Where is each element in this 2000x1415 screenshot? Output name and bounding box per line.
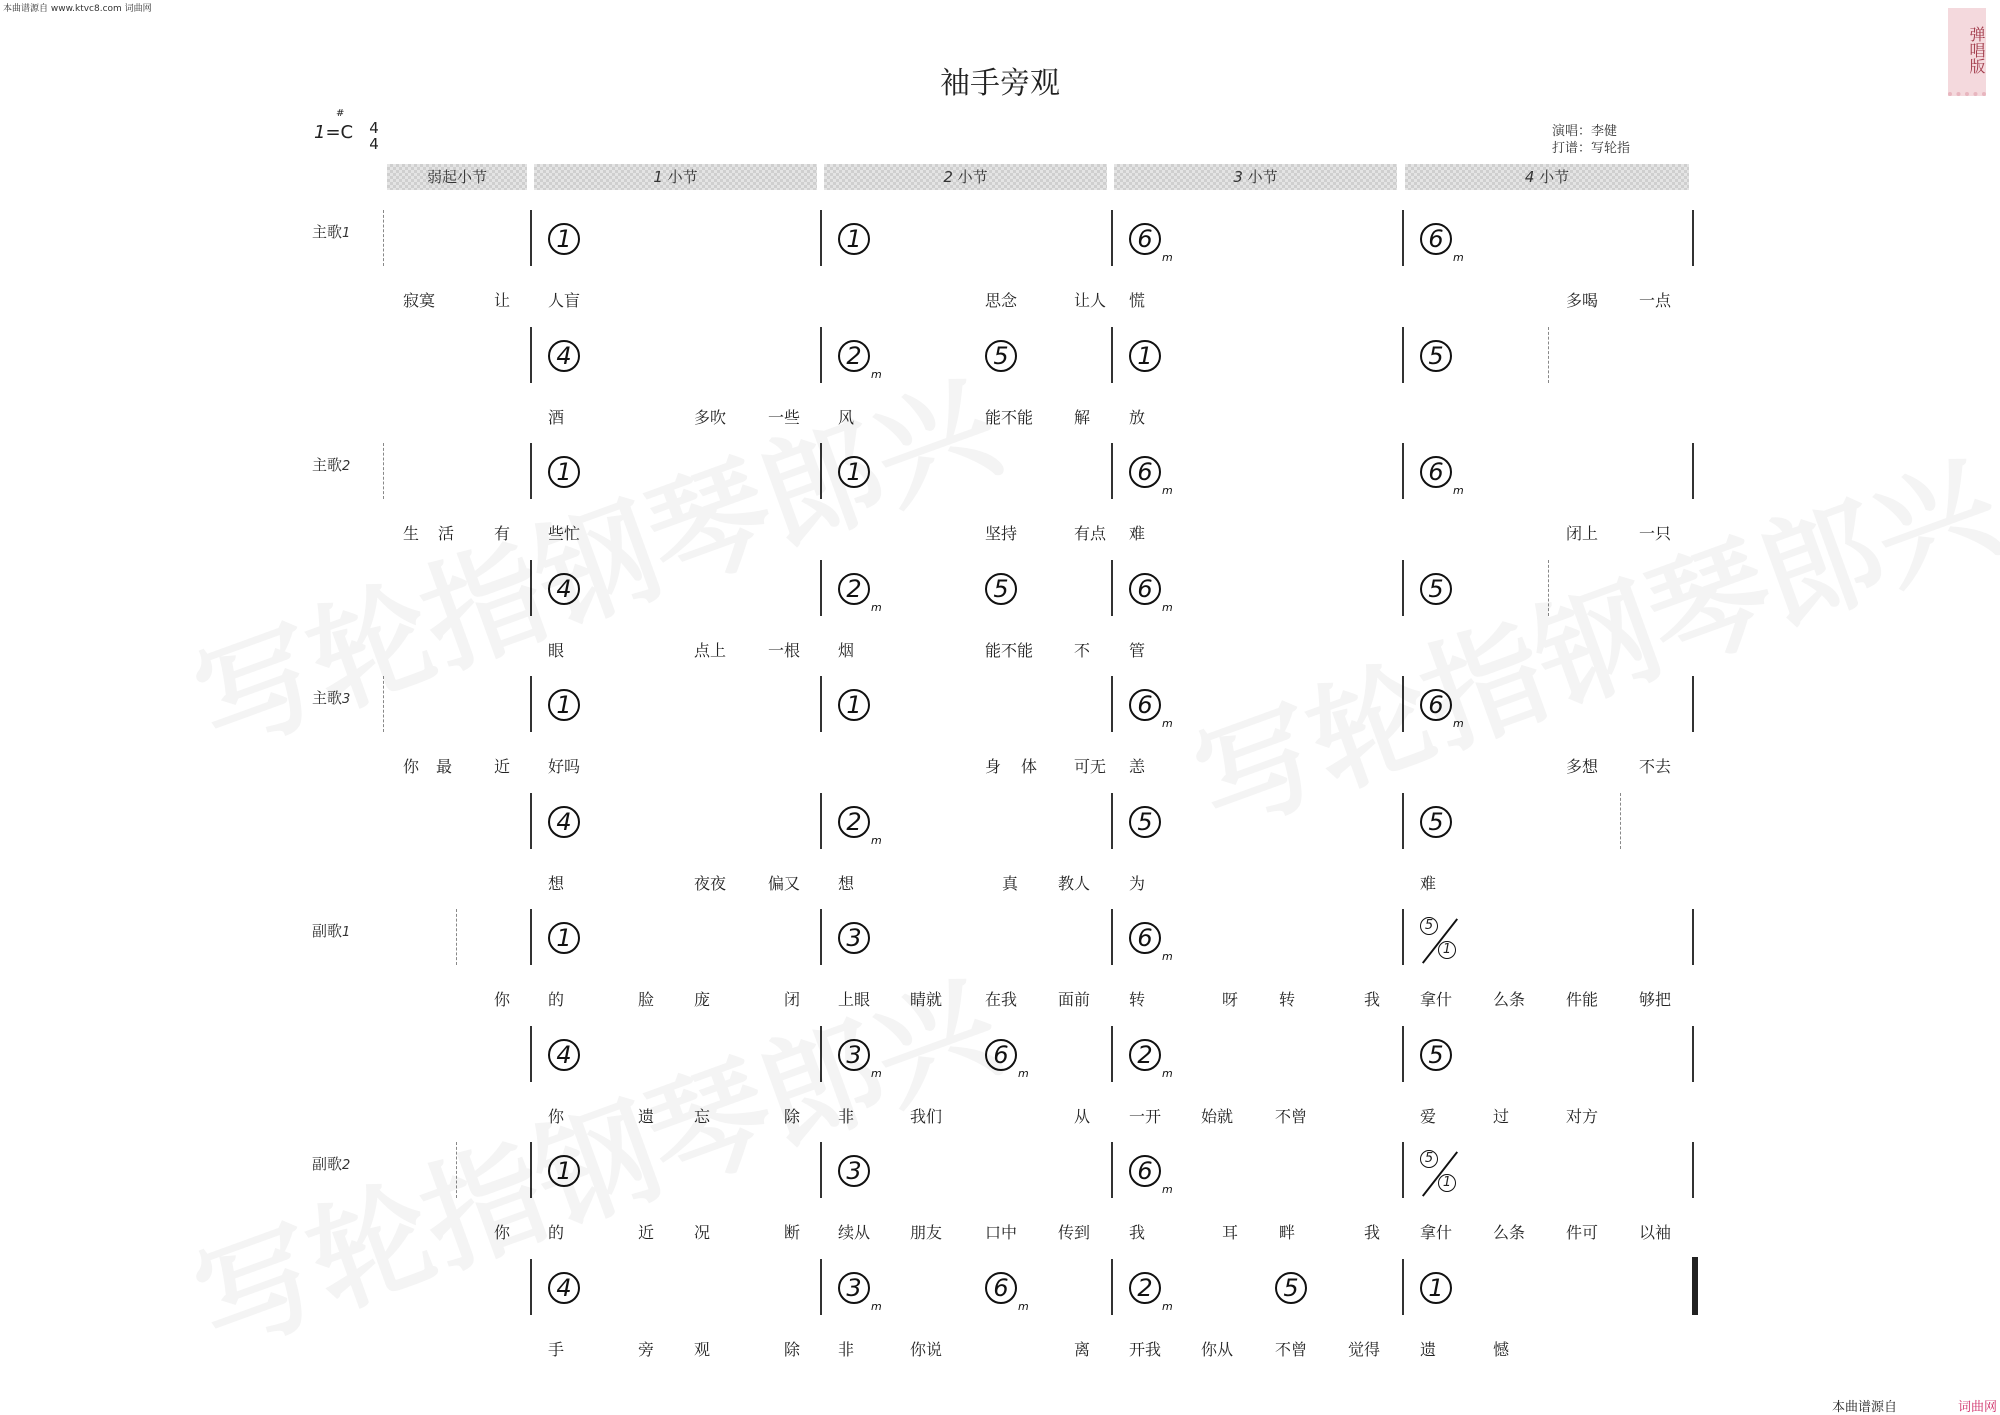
section-num: 2 [342,459,351,474]
pickup-bar-line [383,443,384,499]
slash-chord [1418,1146,1462,1196]
lyric-word: 不去 [1639,757,1672,776]
chord-degree: 6 [985,1272,1017,1304]
section-label-verse-2 [312,454,350,475]
time-signature [366,120,382,152]
lyric-word: 从 [1074,1106,1091,1126]
chord-quality: m [1453,251,1464,264]
key-sharp: # [336,108,345,119]
key-equals: = [325,122,341,143]
lyric-word: 一些 [768,407,801,427]
bar-line [1692,210,1694,266]
lyric-word: 我们 [910,1106,943,1126]
chord-degree: 1 [838,223,870,255]
chord-symbol [838,1271,882,1324]
bar-line [820,1259,822,1315]
lyric-word: 活 [438,524,455,543]
chord-symbol [548,339,580,373]
chord-symbol [1420,1271,1452,1305]
section-num: 3 [342,692,351,707]
lyric-word: 夜夜 [694,873,727,893]
lyric-word: 点上 [694,640,727,660]
chord-degree: 5 [1275,1272,1307,1304]
lyric-word: 体 [1021,757,1038,776]
chord-degree: 1 [1420,1272,1452,1304]
chord-quality: m [1162,1066,1173,1080]
header-bar-4 [1405,164,1689,190]
bar-line [1111,676,1113,732]
lyric-word: 非 [838,1106,855,1126]
bar-line [530,1026,532,1082]
section-label-chorus-1 [312,920,350,941]
lyric-word: 有 [494,524,511,543]
chord-degree: 3 [838,1039,870,1071]
lyric-word: 些忙 [548,524,581,543]
lyric-word: 离 [1074,1339,1091,1359]
chord-quality: m [871,1299,882,1313]
chord-symbol [1129,688,1173,741]
chord-symbol [838,688,870,722]
lyric-word: 偏又 [768,873,801,893]
chord-degree: 6 [1129,689,1161,721]
lyric-word: 闭上 [1566,524,1599,543]
bar-line [1402,793,1404,849]
bar-line [530,676,532,732]
chord-degree: 4 [548,573,580,605]
lyric-word: 过 [1493,1106,1510,1126]
chord-symbol [548,222,580,256]
lyric-word: 多想 [1566,757,1599,776]
lyric-word: 呀 [1222,990,1239,1009]
bar-line [1402,1142,1404,1198]
chord-symbol [1129,1038,1173,1091]
bar-line [1402,210,1404,266]
chord-symbol [1129,339,1161,373]
lyric-word: 能不能 [985,640,1034,660]
lyric-word: 难 [1420,873,1437,893]
chord-degree: 5 [985,573,1017,605]
chord-degree: 5 [1420,573,1452,605]
lyric-word: 思念 [985,291,1018,310]
bar-line [820,909,822,965]
chord-symbol [1129,1271,1173,1324]
slash-chord-top: 5 [1420,917,1438,935]
bar-line [1111,443,1113,499]
lyric-word: 人盲 [548,291,581,310]
chord-degree: 1 [1129,340,1161,372]
chord-symbol [1129,1154,1173,1207]
lyric-word: 解 [1074,407,1091,427]
bar-line [1402,1026,1404,1082]
header-bar-1 [534,164,817,190]
header-bar-num: 2 [943,168,953,186]
chord-degree: 6 [1420,223,1452,255]
page-title: 袖手旁观 [940,66,1060,101]
lyric-word: 烟 [838,640,855,660]
lyric-word: 我 [1364,1223,1381,1242]
lyric-word: 一开 [1129,1106,1162,1126]
slash-chord-bottom: 1 [1438,1174,1456,1192]
lyric-word: 脸 [638,990,655,1009]
lyric-word: 好吗 [548,757,581,776]
chord-degree: 1 [838,456,870,488]
chord-degree: 2 [1129,1039,1161,1071]
chord-degree: 3 [838,922,870,954]
section-num: 1 [342,925,351,940]
lyric-word: 爱 [1420,1106,1437,1126]
chord-symbol [1129,805,1161,839]
chord-symbol [838,805,882,858]
chord-symbol [548,1038,580,1072]
footer-site: 词曲网 [1958,1400,1998,1415]
chord-degree: 6 [1129,573,1161,605]
lyric-word: 上眼 [838,990,871,1009]
header-bar-label: 小节 [1247,168,1278,186]
lyric-word: 不曾 [1275,1339,1308,1359]
chord-symbol [985,572,1017,606]
lyric-word: 拿什 [1420,990,1453,1009]
lyric-word: 我 [1364,990,1381,1009]
lyric-word: 续从 [838,1223,871,1242]
section-num: 2 [342,1158,351,1173]
lyric-word: 观 [694,1339,711,1359]
lyric-word: 最 [436,757,453,776]
chord-symbol [1129,455,1173,508]
lyric-word: 对方 [1566,1106,1599,1126]
lyric-word: 坚持 [985,524,1018,543]
bar-line [530,909,532,965]
chord-degree: 2 [1129,1272,1161,1304]
lyric-word: 让 [494,291,511,310]
lyric-word: 一点 [1639,291,1672,310]
chord-degree: 4 [548,1272,580,1304]
lyric-word: 眼 [548,640,565,660]
bar-line [1402,1259,1404,1315]
lyric-word: 不曾 [1275,1106,1308,1126]
key-letter: C [340,122,354,143]
lyric-word: 况 [694,1223,711,1242]
trailing-dash-line [1548,327,1549,383]
chord-degree: 4 [548,1039,580,1071]
pickup-bar-line [383,210,384,266]
chord-degree: 5 [1420,1039,1452,1071]
lyric-word: 你说 [910,1339,943,1359]
key-one: 1 [314,122,326,143]
header-pickup [387,164,527,190]
lyric-word: 管 [1129,640,1146,660]
chord-quality: m [1162,717,1173,730]
header-bar-num: 1 [653,168,663,186]
final-bar-line [1692,1257,1698,1315]
lyric-word: 让人 [1074,291,1107,310]
chord-degree: 4 [548,340,580,372]
chord-degree: 1 [548,1155,580,1187]
version-stamp: 弹唱版 [1948,8,1986,96]
lyric-word: 非 [838,1339,855,1359]
header-bar-label: 小节 [667,168,698,186]
chord-degree: 2 [838,573,870,605]
lyric-word: 可无 [1074,757,1107,776]
lyric-word: 你 [494,990,511,1009]
header-bar-2 [824,164,1107,190]
lyric-word: 慌 [1129,291,1146,310]
lyric-word: 除 [784,1106,801,1126]
lyric-word: 近 [638,1223,655,1242]
lyric-word: 寂寞 [403,291,436,310]
chord-symbol [1420,222,1464,275]
chord-degree: 5 [1129,806,1161,838]
source-note: 本曲谱源自 www.ktvc8.com 词曲网 [3,4,152,14]
chord-quality: m [1162,251,1173,264]
lyric-word: 憾 [1493,1339,1510,1359]
chord-quality: m [1162,1183,1173,1196]
bar-line [1111,1026,1113,1082]
lyric-word: 忘 [694,1106,711,1126]
lyric-word: 手 [548,1339,565,1359]
bar-line [820,327,822,383]
chord-degree: 6 [1420,456,1452,488]
lyric-word: 你 [403,757,420,776]
lyric-word: 多吹 [694,407,727,427]
lyric-word: 多喝 [1566,291,1599,310]
lyric-word: 一只 [1639,524,1672,543]
header-bar-num: 3 [1233,168,1243,186]
chord-quality: m [871,600,882,614]
chord-quality: m [1453,484,1464,497]
bar-line [1692,443,1694,499]
chord-symbol [1129,572,1173,625]
chord-degree: 1 [548,922,580,954]
lyric-word: 遗 [1420,1339,1437,1359]
chord-symbol [1420,339,1452,373]
lyric-word: 觉得 [1348,1339,1381,1359]
chord-symbol [838,572,882,625]
lyric-word: 能不能 [985,407,1034,427]
lyric-word: 风 [838,407,855,427]
key-signature [314,108,354,143]
chord-symbol [548,1271,580,1305]
chord-symbol [985,339,1017,373]
chord-degree: 5 [985,340,1017,372]
bar-line [1402,909,1404,965]
lyric-word: 难 [1129,524,1146,543]
chord-symbol [1275,1271,1307,1305]
chord-quality: m [871,833,882,847]
watermark [170,933,1018,1382]
header-pickup-label: 弱起小节 [426,168,487,186]
lyric-word: 想 [838,873,855,893]
lyric-word: 庞 [694,990,711,1009]
lyric-word: 件能 [1566,990,1599,1009]
lyric-word: 耳 [1222,1223,1239,1242]
lyric-word: 传到 [1058,1223,1091,1242]
lyric-word: 以袖 [1639,1223,1672,1242]
bar-line [1402,443,1404,499]
header-bar-label: 小节 [957,168,988,186]
chord-degree: 5 [1420,340,1452,372]
section-name: 副歌 [312,922,343,940]
lyric-word: 够把 [1639,990,1672,1009]
chord-degree: 4 [548,806,580,838]
bar-line [820,560,822,616]
chord-degree: 6 [985,1039,1017,1071]
chord-degree: 6 [1129,456,1161,488]
lyric-word: 为 [1129,873,1146,893]
chord-degree: 1 [548,456,580,488]
slash-chord-bottom: 1 [1438,941,1456,959]
pickup-bar-line [456,909,457,965]
lyric-word: 转 [1279,990,1296,1009]
chord-quality: m [1018,1066,1029,1080]
arranger-credit: 打谱：写轮指 [1552,141,1631,156]
lyric-word: 真 [1002,873,1019,893]
lyric-word: 一根 [768,640,801,660]
section-name: 副歌 [312,1155,343,1173]
bar-line [530,210,532,266]
lyric-word: 转 [1129,990,1146,1009]
lyric-word: 的 [548,1223,565,1242]
bar-line [1692,1142,1694,1198]
chord-degree: 6 [1129,922,1161,954]
chord-symbol [548,805,580,839]
chord-degree: 3 [838,1155,870,1187]
chord-symbol [985,1271,1029,1324]
chord-symbol [1420,1038,1452,1072]
lyric-word: 教人 [1058,873,1091,893]
chord-symbol [838,1154,870,1188]
lyric-word: 想 [548,873,565,893]
lyric-word: 开我 [1129,1339,1162,1359]
chord-degree: 1 [548,223,580,255]
chord-quality: m [1018,1299,1029,1313]
lyric-word: 闭 [784,990,801,1009]
lyric-word: 么条 [1493,990,1526,1009]
chord-symbol [1420,805,1452,839]
slash-chord-top: 5 [1420,1150,1438,1168]
header-bar-label: 小节 [1539,168,1570,186]
chord-symbol [1129,921,1173,974]
slash-chord [1418,913,1462,963]
chord-degree: 5 [1420,806,1452,838]
chord-degree: 2 [838,806,870,838]
chord-quality: m [1453,717,1464,730]
chord-quality: m [871,367,882,381]
lyric-word: 朋友 [910,1223,943,1242]
chord-degree: 6 [1129,223,1161,255]
lyric-word: 身 [985,757,1002,776]
time-bottom: 4 [369,135,379,153]
chord-symbol [1129,222,1173,275]
chord-symbol [838,921,870,955]
lyric-word: 生 [403,524,420,543]
section-num: 1 [342,226,351,241]
chord-symbol [1420,455,1464,508]
time-top: 4 [369,119,379,137]
singer-credit: 演唱：李健 [1552,124,1618,139]
lyric-word: 面前 [1058,990,1091,1009]
footer-source: 本曲谱源自 [1832,1400,1898,1415]
bar-line [1692,1026,1694,1082]
header-bar-num: 4 [1524,168,1535,186]
bar-line [1402,327,1404,383]
chord-quality: m [871,1066,882,1080]
chord-quality: m [1162,600,1173,614]
lyric-word: 旁 [638,1339,655,1359]
lyric-word: 有点 [1074,524,1107,543]
bar-line [1111,327,1113,383]
bar-line [1111,1259,1113,1315]
bar-line [1111,560,1113,616]
lyric-word: 我 [1129,1223,1146,1242]
bar-line [1111,909,1113,965]
chord-quality: m [1162,1299,1173,1313]
bar-line [1111,1142,1113,1198]
lyric-word: 你 [548,1106,565,1126]
bar-line [1692,909,1694,965]
section-label-verse-1 [312,221,350,242]
section-name: 主歌 [312,689,343,707]
lyric-word: 断 [784,1223,801,1242]
chord-symbol [548,688,580,722]
bar-line [820,793,822,849]
watermark [170,333,1018,782]
lyric-word: 酒 [548,407,565,427]
lyric-word: 放 [1129,407,1146,427]
bar-line [820,676,822,732]
header-bar-3 [1114,164,1397,190]
lyric-word: 件可 [1566,1223,1599,1242]
lyric-word: 口中 [985,1223,1018,1242]
lyric-word: 你从 [1201,1339,1234,1359]
lyric-word: 么条 [1493,1223,1526,1242]
trailing-dash-line [1620,793,1621,849]
chord-degree: 1 [548,689,580,721]
chord-degree: 2 [838,340,870,372]
bar-line [530,793,532,849]
chord-degree: 6 [1129,1155,1161,1187]
lyric-word: 的 [548,990,565,1009]
bar-line [1402,560,1404,616]
chord-degree: 3 [838,1272,870,1304]
lyric-word: 拿什 [1420,1223,1453,1242]
lyric-word: 近 [494,757,511,776]
section-name: 主歌 [312,456,343,474]
lyric-word: 畔 [1279,1223,1296,1242]
bar-line [1111,793,1113,849]
lyric-word: 在我 [985,990,1018,1009]
lyric-word: 恙 [1129,757,1146,776]
bar-line [530,327,532,383]
watermark [1170,413,2000,862]
chord-quality: m [1162,950,1173,963]
lyric-word: 始就 [1201,1106,1234,1126]
section-name: 主歌 [312,223,343,241]
lyric-word: 睛就 [910,990,943,1009]
lyric-word: 遗 [638,1106,655,1126]
lyric-word: 除 [784,1339,801,1359]
lyric-word: 你 [494,1223,511,1242]
chord-degree: 6 [1420,689,1452,721]
chord-symbol [548,921,580,955]
bar-line [820,210,822,266]
chord-degree: 1 [838,689,870,721]
chord-quality: m [1162,484,1173,497]
bar-line [1111,210,1113,266]
lyric-word: 不 [1074,640,1091,660]
chord-symbol [838,222,870,256]
